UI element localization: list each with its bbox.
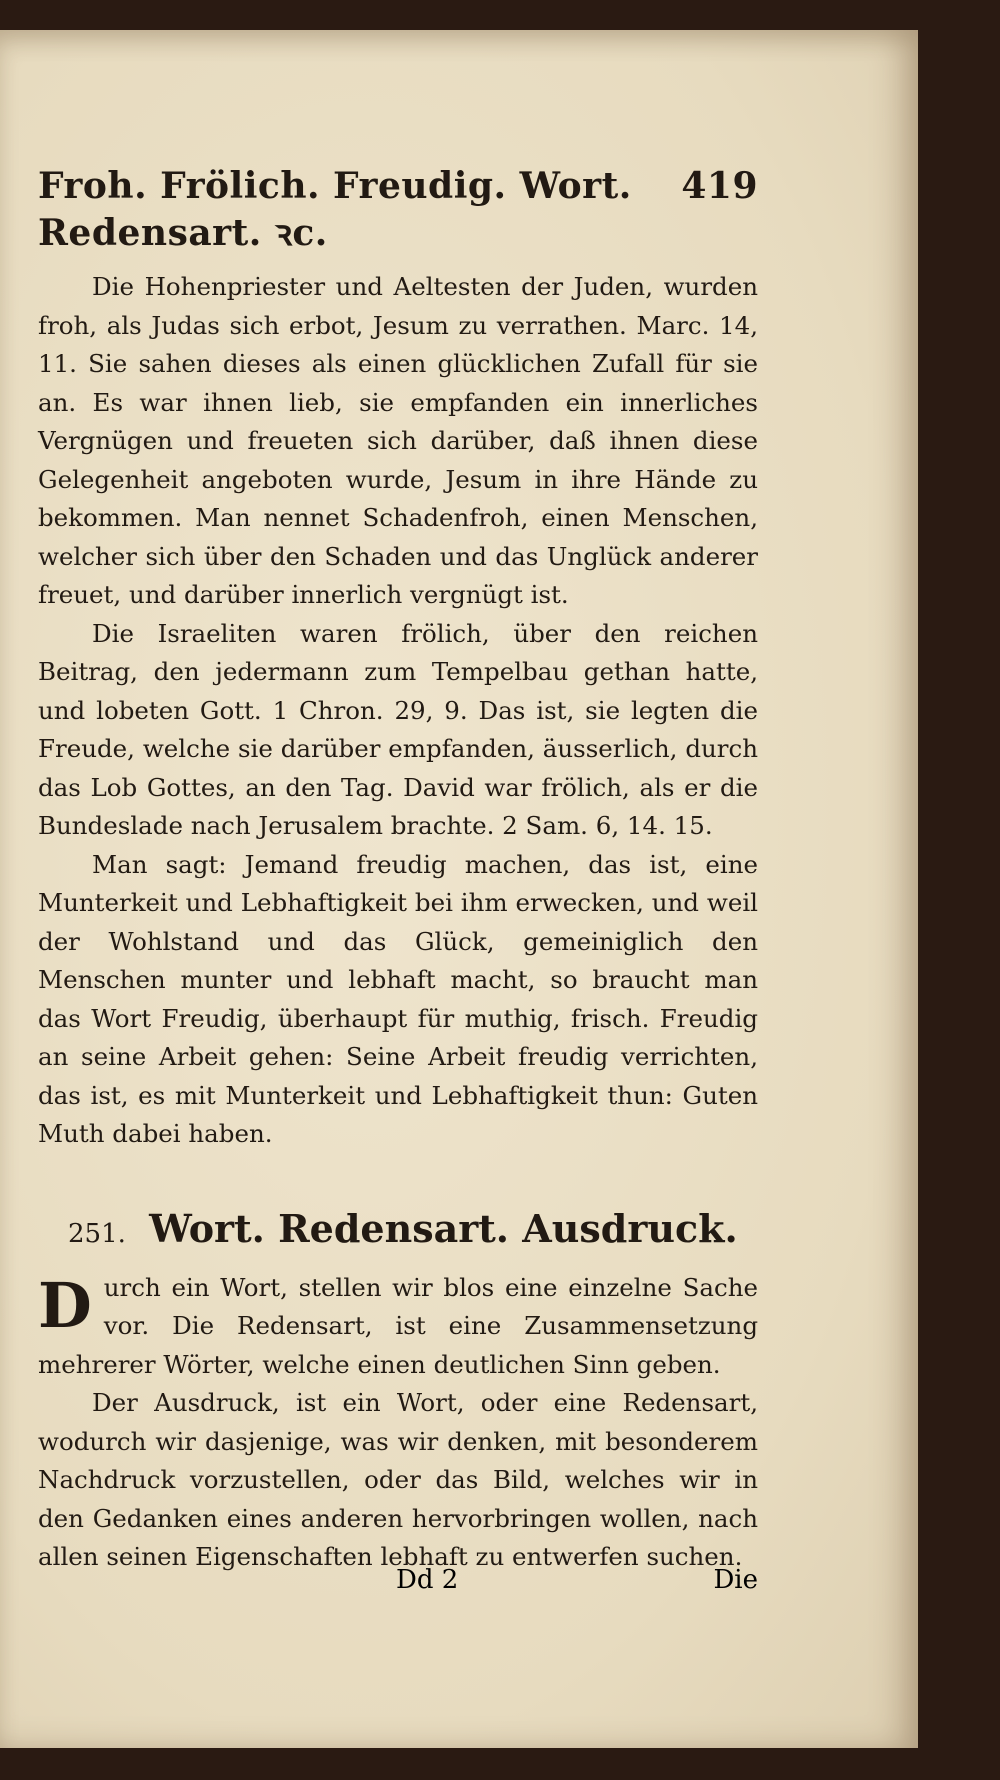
page-number: 419 — [681, 165, 758, 207]
section-title: Wort. Redensart. Ausdruck. — [149, 1205, 738, 1251]
paragraph-froh: Die Hohenpriester und Aeltesten der Juden, wurden froh, als Judas sich erbot, Jesum zu verrathen. Marc. 14, 11. Sie sahen dieses als einen glücklichen Zufall für sie an. Es war ihnen lieb, sie empfanden ein innerliches Vergnügen und freueten sich darüber, daß ihnen diese Gelegenheit angeboten wurde, Jesum in ihre Hände zu bekommen. Man nennet Schadenfroh, einen Menschen, welcher sich über den Schaden und das Unglück anderer freuet, und darüber innerlich vergnügt ist. — [38, 272, 758, 609]
paragraph-froelich: Die Israeliten waren frölich, über den reichen Beitrag, den jedermann zum Tempelbau gethan hatte, und lobeten Gott. 1 Chron. 29, 9. Das ist, sie legten die Freude, welche sie darüber empfanden, äusserlich, durch das Lob Gottes, an den Tag. David war frölich, als er die Bundeslade nach Jerusalem brachte. 2 Sam. 6, 14. 15. — [38, 618, 758, 840]
paragraph-ausdruck: Der Ausdruck, ist ein Wort, oder eine Redensart, wodurch wir dasjenige, was wir denken, mit besonderem Nachdruck vorzustellen, oder das Bild, welches wir in den Gedanken eines anderen hervorbringen wollen, nach allen seinen Eigenschaften lebhaft zu entwerfen suchen. — [38, 1388, 758, 1571]
book-page — [0, 30, 918, 1748]
paragraph-wort: Durch ein Wort, stellen wir blos eine einzelne Sache vor. Die Redensart, ist eine Zusammensetzung mehrerer Wörter, welche einen deutlichen Sinn geben. — [38, 1268, 758, 1379]
signature-mark: Dd 2 — [396, 1565, 459, 1595]
running-head — [38, 165, 758, 256]
catchword: Die — [713, 1565, 758, 1595]
section-heading — [68, 1206, 758, 1251]
paragraph-freudig: Man sagt: Jemand freudig machen, das ist, eine Munterkeit und Lebhaftigkeit bei ihm erwecken, und weil der Wohlstand und das Glück, gemeiniglich den Menschen munter und lebhaft macht, so braucht man das Wort Freudig, überhaupt für muthig, frisch. Freudig an seine Arbeit gehen: Seine Arbeit freudig verrichten, das ist, es mit Munterkeit und Lebhaftigkeit thun: Guten Muth dabei haben. — [38, 849, 758, 1148]
page-footer — [38, 1565, 758, 1595]
section-number: 251. — [68, 1218, 126, 1249]
text-block — [38, 165, 758, 1577]
running-title: Froh. Frölich. Freudig. Wort. Redensart. ꝛc. — [38, 165, 632, 254]
